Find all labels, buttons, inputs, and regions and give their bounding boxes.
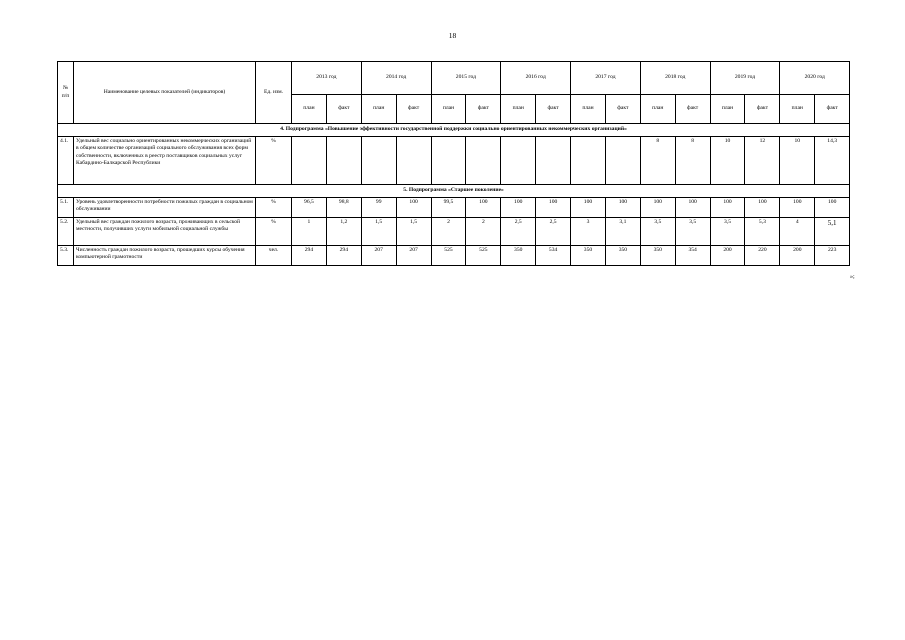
plan-value: 4	[780, 218, 815, 246]
fact-value: 100	[466, 198, 501, 218]
plan-value: 100	[710, 198, 745, 218]
plan-value: 350	[571, 246, 606, 266]
header-plan: план	[292, 95, 327, 124]
fact-value: 3,1	[605, 218, 640, 246]
header-year: 2014 год	[361, 62, 431, 95]
fact-value	[536, 137, 571, 185]
header-row-years	[58, 62, 850, 95]
plan-value: 3	[571, 218, 606, 246]
fact-value: 207	[396, 246, 431, 266]
plan-value: 3,5	[710, 218, 745, 246]
header-fact: факт	[815, 95, 850, 124]
plan-value: 99	[361, 198, 396, 218]
plan-value: 1	[292, 218, 327, 246]
fact-value: 100	[675, 198, 710, 218]
row-number: 5.2.	[58, 218, 74, 246]
section-title: 5. Подпрограмма «Старшее поколение»	[58, 185, 850, 198]
fact-value	[605, 137, 640, 185]
header-name: Наименование целевых показателей (индикаторов)	[74, 62, 256, 124]
header-year: 2015 год	[431, 62, 501, 95]
plan-value: 2	[431, 218, 466, 246]
unit-cell: чел.	[256, 246, 292, 266]
row-number: 4.1.	[58, 137, 74, 185]
indicator-name: Уровень удовлетворенности потребности пожилых граждан в социальном обслуживании	[74, 198, 256, 218]
fact-value: 223	[815, 246, 850, 266]
header-year: 2018 год	[640, 62, 710, 95]
plan-value: 10	[710, 137, 745, 185]
fact-value: 100	[745, 198, 780, 218]
table-row	[58, 218, 850, 246]
plan-value: 2,5	[501, 218, 536, 246]
unit-cell: %	[256, 218, 292, 246]
header-year: 2013 год	[292, 62, 362, 95]
fact-value: 100	[396, 198, 431, 218]
fact-value	[326, 137, 361, 185]
fact-value: 5,3	[745, 218, 780, 246]
fact-value: 3,5	[675, 218, 710, 246]
header-year: 2017 год	[571, 62, 641, 95]
header-plan: план	[431, 95, 466, 124]
plan-value: 100	[780, 198, 815, 218]
header-year: 2019 год	[710, 62, 780, 95]
fact-value: 525	[466, 246, 501, 266]
header-fact: факт	[326, 95, 361, 124]
fact-value: 2,5	[536, 218, 571, 246]
header-plan: план	[780, 95, 815, 124]
row-number: 5.1.	[58, 198, 74, 218]
plan-value	[292, 137, 327, 185]
fact-value: 98,8	[326, 198, 361, 218]
indicator-name: Удельный вес социально ориентированных некоммерческих организаций в общем количестве организаций социального обслуживания всех форм собственности, включенных в реестр поставщиков социальных услуг Кабардино-Балкарской Республики	[74, 137, 256, 185]
unit-cell: %	[256, 137, 292, 185]
fact-value: 354	[675, 246, 710, 266]
header-plan: план	[571, 95, 606, 124]
page-number: 18	[448, 31, 457, 40]
indicator-name: Численность граждан пожилого возраста, прошедших курсы обучения компьютерной грамотности	[74, 246, 256, 266]
fact-value: 2	[466, 218, 501, 246]
header-fact: факт	[675, 95, 710, 124]
fact-value: 8	[675, 137, 710, 185]
header-fact: факт	[745, 95, 780, 124]
fact-value: 100	[815, 198, 850, 218]
plan-value	[361, 137, 396, 185]
table-row	[58, 246, 850, 266]
fact-value	[466, 137, 501, 185]
header-plan: план	[640, 95, 675, 124]
plan-value: 207	[361, 246, 396, 266]
header-fact: факт	[536, 95, 571, 124]
plan-value: 525	[431, 246, 466, 266]
plan-value: 99,5	[431, 198, 466, 218]
section-row	[58, 124, 850, 137]
header-unit: Ед. изм.	[256, 62, 292, 124]
section-row	[58, 185, 850, 198]
fact-value: 100	[536, 198, 571, 218]
unit-cell: %	[256, 198, 292, 218]
header-year: 2016 год	[501, 62, 571, 95]
fact-value: 350	[605, 246, 640, 266]
header-plan: план	[361, 95, 396, 124]
plan-value: 8	[640, 137, 675, 185]
fact-value	[396, 137, 431, 185]
plan-value: 96,5	[292, 198, 327, 218]
fact-value: 220	[745, 246, 780, 266]
table-row	[58, 198, 850, 218]
plan-value	[571, 137, 606, 185]
plan-value: 200	[710, 246, 745, 266]
indicators-table	[57, 61, 850, 266]
plan-value: 100	[640, 198, 675, 218]
table-row	[58, 137, 850, 185]
header-plan: план	[710, 95, 745, 124]
plan-value	[501, 137, 536, 185]
row-end-mark: »;	[850, 274, 855, 280]
fact-value: 294	[326, 246, 361, 266]
row-number: 5.3.	[58, 246, 74, 266]
header-plan: план	[501, 95, 536, 124]
plan-value: 350	[501, 246, 536, 266]
header-year: 2020 год	[780, 62, 850, 95]
fact-value: 534	[536, 246, 571, 266]
fact-value: 1,2	[326, 218, 361, 246]
plan-value: 100	[501, 198, 536, 218]
plan-value: 294	[292, 246, 327, 266]
plan-value: 100	[571, 198, 606, 218]
header-fact: факт	[605, 95, 640, 124]
plan-value: 350	[640, 246, 675, 266]
section-title: 4. Подпрограмма «Повышение эффективности государственной поддержки социально ориентированных некоммерческих организаций»	[58, 124, 850, 137]
header-num: № п/п	[58, 62, 74, 124]
plan-value: 10	[780, 137, 815, 185]
fact-value: 5,1	[815, 218, 850, 246]
plan-value: 200	[780, 246, 815, 266]
header-fact: факт	[396, 95, 431, 124]
fact-value: 1,5	[396, 218, 431, 246]
indicator-name: Удельный вес граждан пожилого возраста, проживающих в сельской местности, получивших услуги мобильной социальной службы	[74, 218, 256, 246]
fact-value: 14,3	[815, 137, 850, 185]
fact-value: 12	[745, 137, 780, 185]
plan-value: 3,5	[640, 218, 675, 246]
plan-value	[431, 137, 466, 185]
header-fact: факт	[466, 95, 501, 124]
fact-value: 100	[605, 198, 640, 218]
plan-value: 1,5	[361, 218, 396, 246]
